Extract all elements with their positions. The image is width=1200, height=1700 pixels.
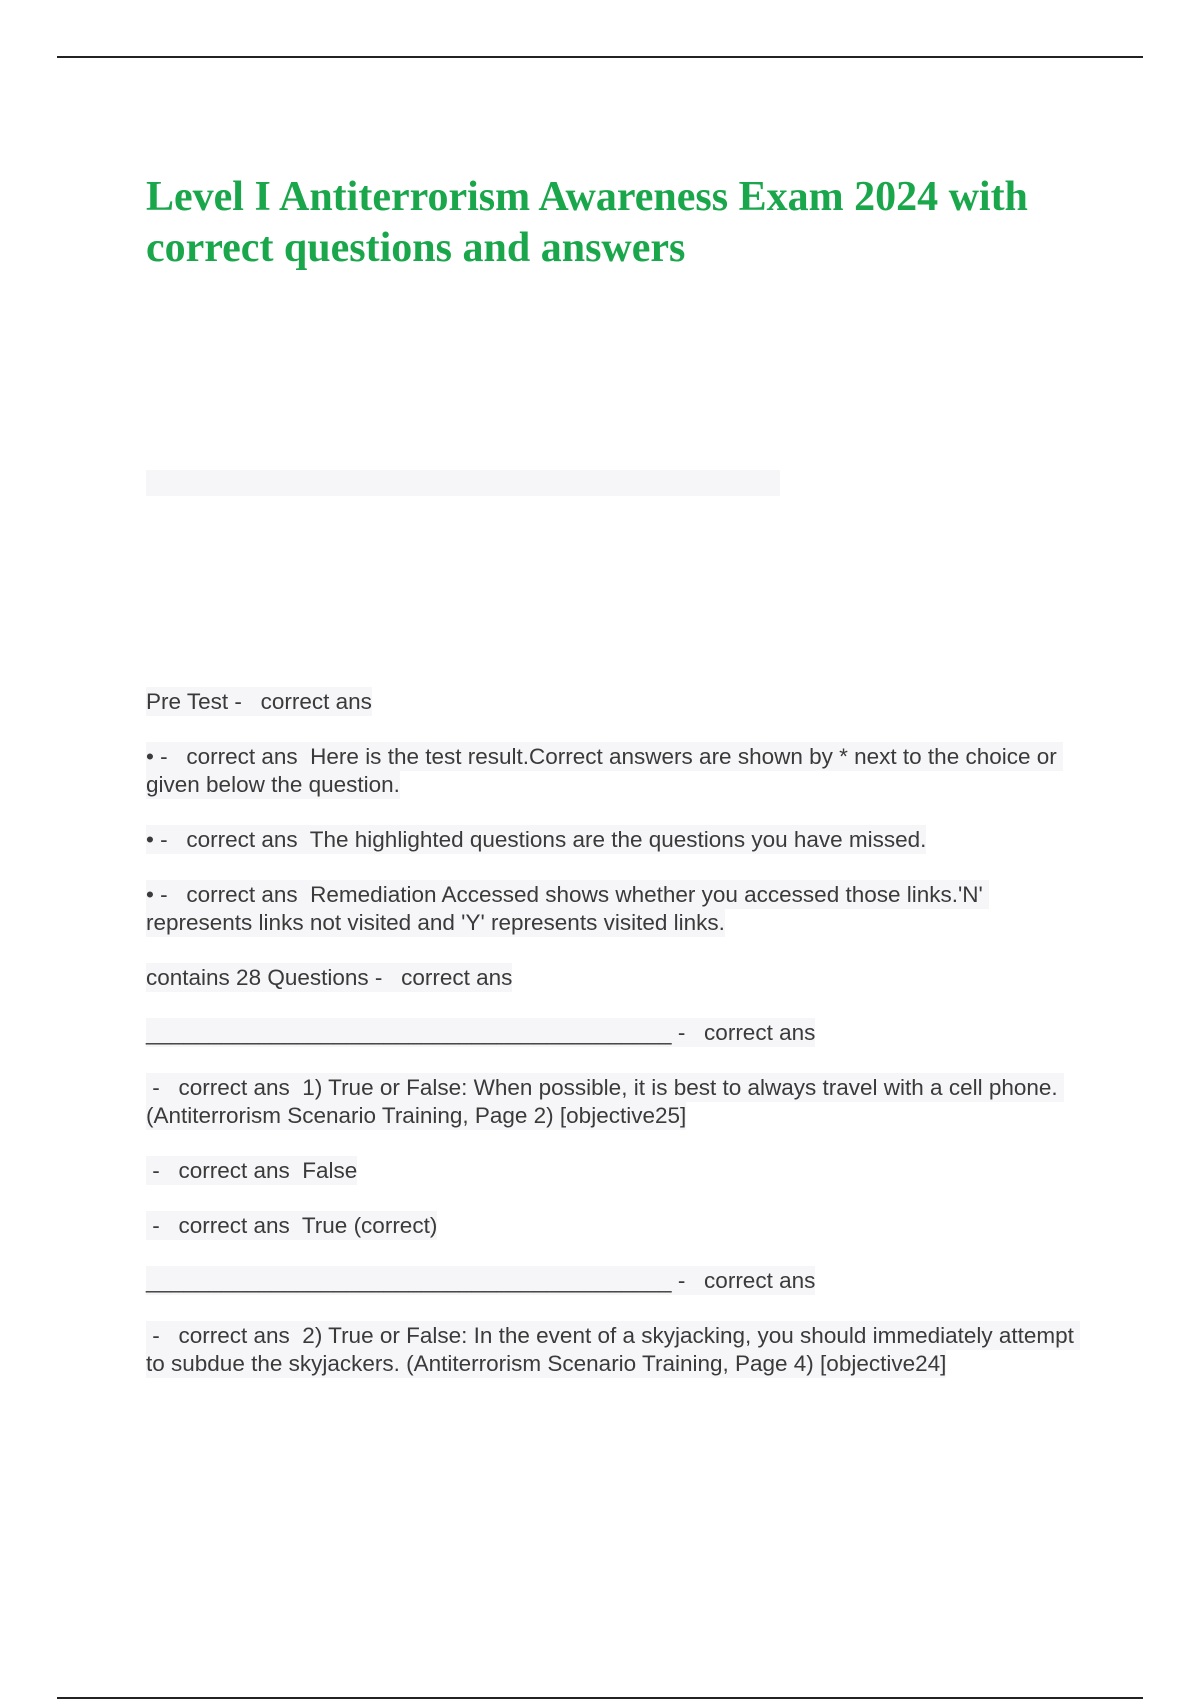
redacted-bar — [146, 470, 780, 496]
answer-text: - correct ans True (correct) — [146, 1213, 438, 1238]
paragraph-answer-false — [146, 1157, 1076, 1185]
paragraph-highlighted — [146, 826, 1076, 854]
paragraph-question-2 — [146, 1322, 1081, 1378]
paragraph-text: • - correct ans Remediation Accessed shows whether you accessed those links.'N' represents links not visited and 'Y' represents visited links. — [146, 882, 990, 935]
paragraph-pre-test — [146, 688, 1076, 716]
answer-text: - correct ans False — [146, 1158, 358, 1183]
document-body — [146, 688, 1081, 1405]
paragraph-separator — [146, 1019, 1076, 1047]
question-text: - correct ans 1) True or False: When possible, it is best to always travel with a cell phone. (Antiterrorism Scenario Training, Page 2) [objective25] — [146, 1075, 1064, 1128]
top-rule — [57, 56, 1143, 58]
paragraph-remediation — [146, 881, 1076, 937]
paragraph-text: • - correct ans Here is the test result.Correct answers are shown by * next to the choice or given below the question. — [146, 744, 1064, 797]
separator-text: __________________________________________ - correct ans — [146, 1020, 816, 1045]
paragraph-text: contains 28 Questions - correct ans — [146, 965, 513, 990]
paragraph-question-count — [146, 964, 1076, 992]
question-text: - correct ans 2) True or False: In the event of a skyjacking, you should immediately attempt to subdue the skyjackers. (Antiterrorism Scenario Training, Page 4) [objective24] — [146, 1323, 1081, 1376]
paragraph-text: • - correct ans The highlighted questions are the questions you have missed. — [146, 827, 927, 852]
paragraph-text: Pre Test - correct ans — [146, 689, 372, 714]
document-title: Level I Antiterrorism Awareness Exam 2024 with correct questions and answers — [146, 174, 1028, 271]
paragraph-test-result — [146, 743, 1076, 799]
separator-text: __________________________________________ - correct ans — [146, 1268, 816, 1293]
bottom-rule — [57, 1697, 1143, 1699]
paragraph-question-1 — [146, 1074, 1076, 1130]
paragraph-answer-true — [146, 1212, 1076, 1240]
paragraph-separator — [146, 1267, 1076, 1295]
